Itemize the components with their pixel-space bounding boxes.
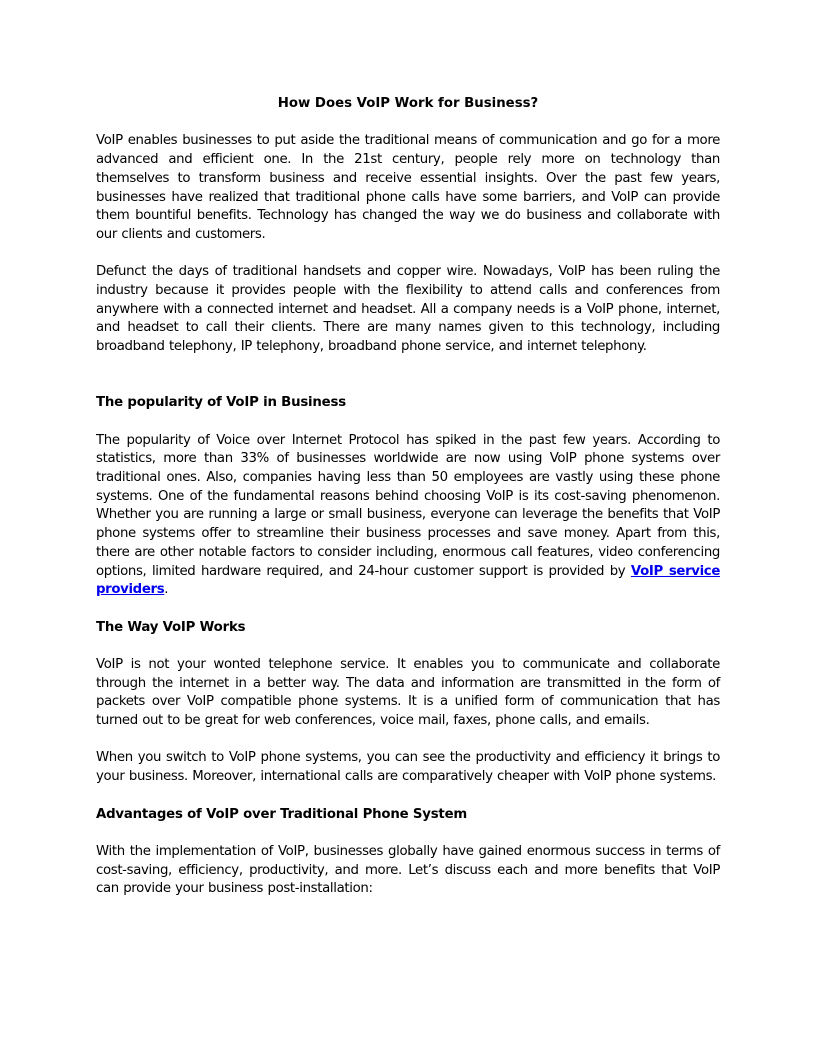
popularity-text: The popularity of Voice over Internet Protocol has spiked in the past few years. According to statistics, more than 33% of businesses worldwide are now using VoIP phone systems over traditional ones. Also, companies having less than 50 employees are vastly using these phone systems. One of the fundamental reasons behind choosing VoIP is its cost-saving phenomenon. Whether you are running a large or small business, everyone can leverage the benefits that VoIP phone systems offer to streamline their business processes and save money. Apart from this, there are other notable factors to consider including, enormous call features, video conferencing options, limited hardware required, and 24-hour customer support is provided by xyxy=(96,432,720,579)
popularity-text-end: . xyxy=(164,582,169,598)
heading-advantages: Advantages of VoIP over Traditional Phone System xyxy=(96,806,468,822)
heading-popularity: The popularity of VoIP in Business xyxy=(96,395,346,411)
voip-service-providers-link[interactable]: VoIP service providers xyxy=(96,563,721,598)
way-works-paragraph-2: When you switch to VoIP phone systems, you can see the productivity and efficiency it brings to your business. Moreover, international calls are comparatively cheaper with VoIP phone systems. xyxy=(96,750,720,785)
way-works-paragraph-1: VoIP is not your wonted telephone service. It enables you to communicate and collaborate through the internet in a better way. The data and information are transmitted in the form of packets over VoIP compatible phone systems. It is a unified form of communication that has turned out to be great for web conferences, voice mail, faxes, phone calls, and emails. xyxy=(96,656,720,729)
spacer xyxy=(96,376,720,395)
popularity-paragraph xyxy=(96,432,720,600)
heading-way-voip-works: The Way VoIP Works xyxy=(96,619,246,635)
intro-paragraph-2: Defunct the days of traditional handsets and copper wire. Nowadays, VoIP has been ruling the industry because it provides people with the flexibility to attend calls and conferences from anywhere with a connected internet and headset. All a company needs is a VoIP phone, internet, and headset to call their clients. There are many names given to this technology, including broadband telephony, IP telephony, broadband phone service, and internet telephony. xyxy=(96,264,720,355)
document-page xyxy=(96,95,720,918)
advantages-paragraph: With the implementation of VoIP, businesses globally have gained enormous success in terms of cost-saving, efficiency, productivity, and more. Let’s discuss each and more benefits that VoIP can provide your business post-installation: xyxy=(96,843,720,897)
intro-paragraph-1: VoIP enables businesses to put aside the traditional means of communication and go for a more advanced and efficient one. In the 21st century, people rely more on technology than themselves to transform business and receive essential insights. Over the past few years, businesses have realized that traditional phone calls have some barriers, and VoIP can provide them bountiful benefits. Technology has changed the way we do business and collaborate with our clients and customers. xyxy=(96,133,720,242)
document-title: How Does VoIP Work for Business? xyxy=(277,96,539,111)
